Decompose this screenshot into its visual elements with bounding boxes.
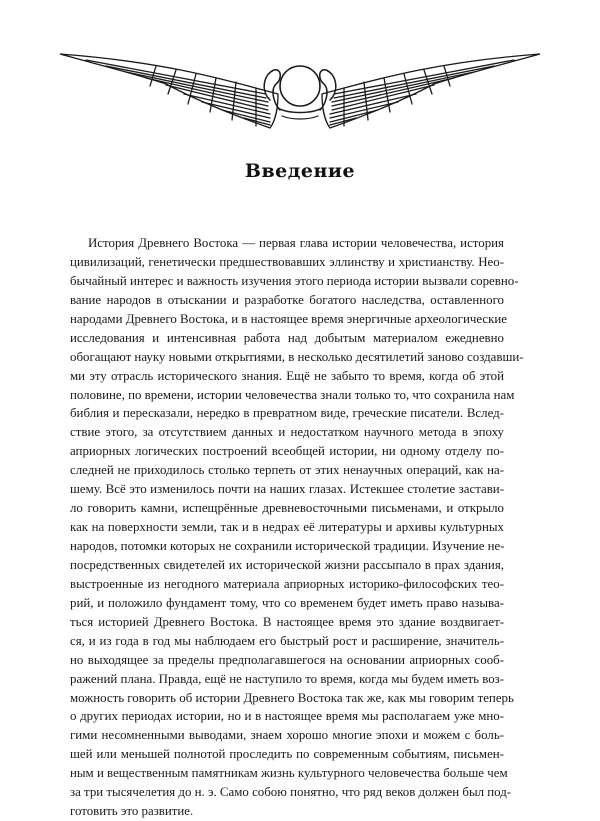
paragraph-line: рий, и положило фундамент тому, что со временем будет иметь право называ- [70,595,504,610]
paragraph-line: о других периодах истории, но и в настоящее время мы располагаем уже мно- [70,709,504,724]
winged-sun-disc-icon [56,50,544,138]
paragraph-line: ным и вещественным памятникам жизнь культурного человечества больше чем [70,766,508,781]
paragraph-line: выстроенные из негодного материала априорных историко-философских тео- [70,576,504,591]
paragraph-line: народами Древнего Востока, и в настоящее время энергичные археологические [70,311,507,326]
paragraph-line: априорных логических построений всеобщей истории, ни одному отделу по- [70,444,504,459]
paragraph-line: следней не приходилось столько терпеть от этих ненаучных операций, как на- [70,463,504,478]
paragraph-line: исследования и интенсивная работа над добытым материалом ежедневно [70,330,504,345]
paragraph-line: готовить это развитие. [70,804,194,819]
paragraph-line: народов, потомки которых не сохранили исторической традиции. Изучение не- [70,539,505,553]
paragraph-line: цивилизаций, генетически предшествовавших эллинству и христианству. Нео- [70,254,504,269]
paragraph-line: шему. Всё это изменилось почти на наших глазах. Истекшее столетие застави- [70,482,504,497]
chapter-title: Введение [244,160,356,182]
paragraph-line: можность говорить об истории Древнего Востока так же, как мы говорим теперь [70,690,514,705]
paragraph-line: ться историей Древнего Востока. В настоящее время это здание воздвигает- [70,614,504,629]
paragraph-line: вание народов в отыскании и разработке богатого наследства, оставленного [70,292,504,307]
paragraph-line: посредственных свидетелей их исторической жизни рассыпало в прах здания, [70,557,504,572]
paragraph-line: за три тысячелетия до н. э. Само собою понятно, что ряд веков должен был под- [70,785,512,800]
paragraph-line: бычайный интерес и важность изучения этого периода истории вызвали соревно- [70,273,519,288]
chapter-body-paragraph [70,234,524,821]
paragraph-line: ражений плана. Правда, ещё не наступило то время, когда мы будем иметь воз- [70,671,505,686]
paragraph-line: библия и пересказали, нередко в превратном виде, греческие писатели. Вслед- [70,406,504,421]
paragraph-line: ся, и из года в год мы наблюдаем его быстрый рост и расширение, значитель- [70,633,504,648]
paragraph-line: как на поверхности земли, так и в недрах её литературы и архивы культурных [70,520,504,535]
paragraph-line: гими несомненными выводами, знаем хорошо многие эпохи и можем с боль- [70,728,504,743]
paragraph-line: ло говорить камни, испещрённые древневосточными письменами, и открыло [70,501,504,516]
paragraph-line: История Древнего Востока — первая глава истории человечества, история [88,236,504,250]
paragraph-line: обогащают науку новыми открытиями, в несколько десятилетий заново создавши- [70,349,524,364]
paragraph-line: половине, по времени, истории человечества знали только то, что сохранила нам [70,387,515,402]
paragraph-line: но выходящее за пределы предполагавшегося на основании априорных сооб- [70,652,504,667]
paragraph-line: ми эту отрасль исторического знания. Ещё не забыто то время, когда об этой [70,368,504,383]
paragraph-line: шей или меньшей полнотой проследить по современным событиям, письмен- [70,747,504,762]
paragraph-line: ствие этого, за отсутствием данных и недостатком научного метода в эпоху [70,425,504,440]
